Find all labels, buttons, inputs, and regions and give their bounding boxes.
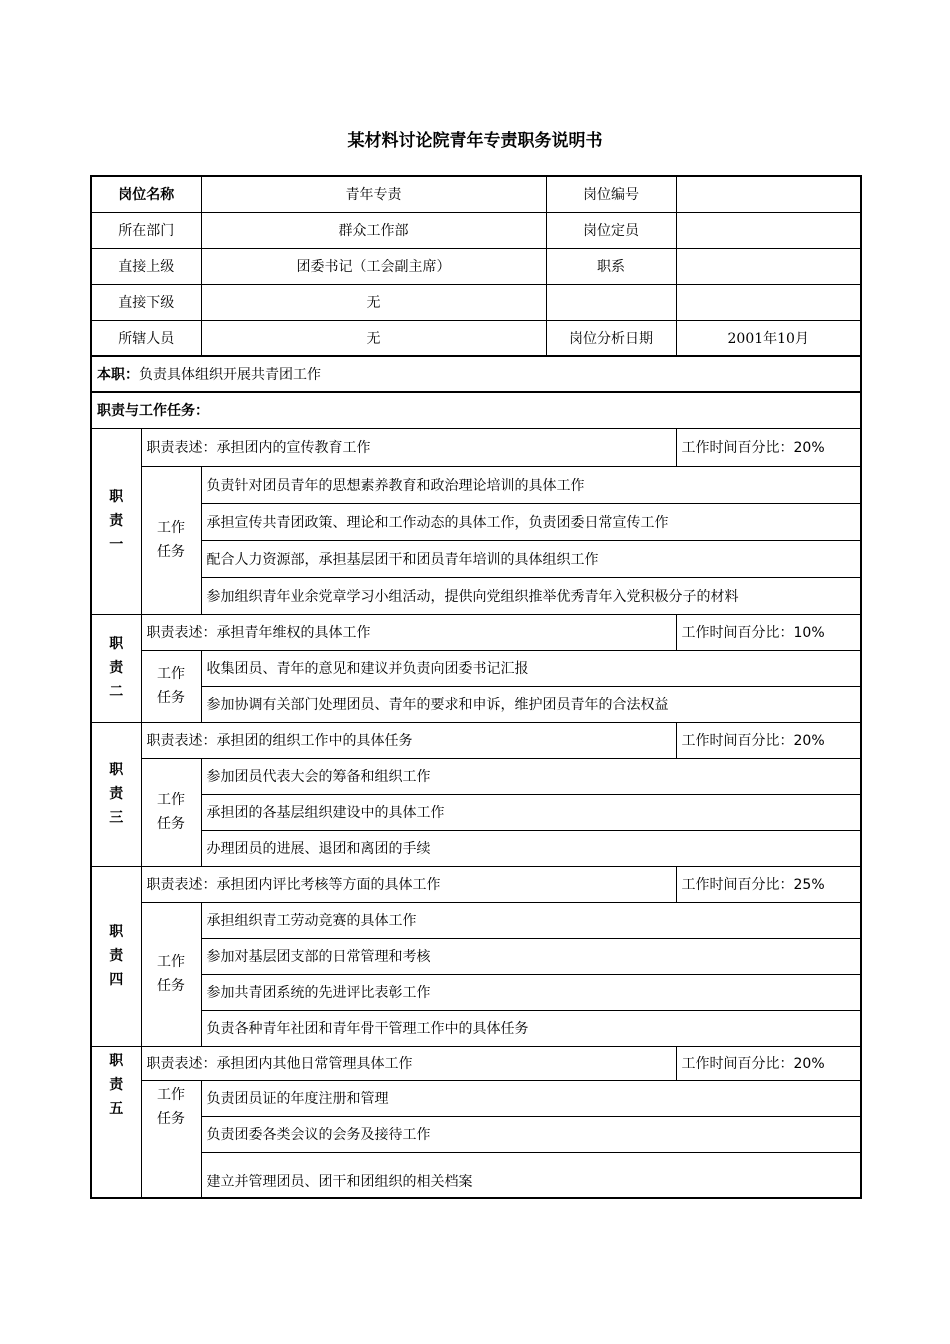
main-duty-row [91, 356, 861, 392]
task-row [91, 503, 861, 540]
info-label: 所辖人员 [91, 320, 201, 356]
info-row [91, 212, 861, 248]
duty-desc: 职责表述：承担团内的宣传教育工作 [141, 428, 676, 466]
duty-desc-row [91, 428, 861, 466]
task-row [91, 902, 861, 938]
info-label: 岗位编号 [546, 176, 676, 212]
task-item: 配合人力资源部，承担基层团干和团员青年培训的具体组织工作 [201, 540, 861, 577]
info-value: 团委书记（工会副主席） [201, 248, 546, 284]
task-item: 负责针对团员青年的思想素养教育和政治理论培训的具体工作 [201, 466, 861, 503]
info-row [91, 176, 861, 212]
info-row [91, 248, 861, 284]
duty-name: 职 责 三 [91, 722, 141, 866]
info-label: 所在部门 [91, 212, 201, 248]
duty-desc: 职责表述：承担团内其他日常管理具体工作 [141, 1046, 676, 1080]
task-row [91, 1010, 861, 1046]
info-label [546, 284, 676, 320]
task-item: 参加共青团系统的先进评比表彰工作 [201, 974, 861, 1010]
task-item: 负责团委各类会议的会务及接待工作 [201, 1116, 861, 1152]
duty-desc: 职责表述：承担团内评比考核等方面的具体工作 [141, 866, 676, 902]
duty-pct: 工作时间百分比：20% [676, 722, 861, 758]
task-row [91, 758, 861, 794]
task-row [91, 1080, 861, 1116]
main-duty-label: 本职： [97, 367, 139, 383]
info-value [676, 284, 861, 320]
task-item: 参加组织青年业余党章学习小组活动，提供向党组织推举优秀青年入党积极分子的材料 [201, 577, 861, 614]
info-label: 岗位定员 [546, 212, 676, 248]
task-item: 收集团员、青年的意见和建议并负责向团委书记汇报 [201, 650, 861, 686]
task-item: 承担团的各基层组织建设中的具体工作 [201, 794, 861, 830]
task-row [91, 466, 861, 503]
info-label: 职系 [546, 248, 676, 284]
duty-name: 职 责 一 [91, 428, 141, 614]
duty-pct: 工作时间百分比：25% [676, 866, 861, 902]
duty-name: 职 责 二 [91, 614, 141, 722]
task-item: 负责各种青年社团和青年骨干管理工作中的具体任务 [201, 1010, 861, 1046]
duty-desc-row [91, 722, 861, 758]
task-row [91, 974, 861, 1010]
task-label: 工作 任务 [141, 466, 201, 614]
duty-pct: 工作时间百分比：20% [676, 428, 861, 466]
duty-desc: 职责表述：承担青年维权的具体工作 [141, 614, 676, 650]
task-row [91, 650, 861, 686]
info-label: 直接下级 [91, 284, 201, 320]
task-label: 工作 任务 [141, 758, 201, 866]
info-value [676, 176, 861, 212]
duty-desc-row [91, 1046, 861, 1080]
task-row [91, 830, 861, 866]
info-value: 青年专责 [201, 176, 546, 212]
duty-pct: 工作时间百分比：10% [676, 614, 861, 650]
task-item: 参加团员代表大会的筹备和组织工作 [201, 758, 861, 794]
task-item: 参加协调有关部门处理团员、青年的要求和申诉，维护团员青年的合法权益 [201, 686, 861, 722]
page-title: 某材料讨论院青年专责职务说明书 [347, 131, 603, 151]
duties-header: 职责与工作任务： [91, 392, 861, 428]
info-row [91, 320, 861, 356]
task-row [91, 794, 861, 830]
task-item: 办理团员的进展、退团和离团的手续 [201, 830, 861, 866]
info-label: 岗位分析日期 [546, 320, 676, 356]
info-value: 无 [201, 320, 546, 356]
analysis-date: 2001年10月 [676, 320, 861, 356]
main-duty-text: 负责具体组织开展共青团工作 [139, 367, 321, 383]
task-item: 建立并管理团员、团干和团组织的相关档案 [201, 1152, 861, 1198]
job-description-table [90, 175, 862, 1199]
task-item: 承担组织青工劳动竞赛的具体工作 [201, 902, 861, 938]
task-label: 工作 任务 [141, 1080, 201, 1198]
task-row [91, 540, 861, 577]
task-item: 参加对基层团支部的日常管理和考核 [201, 938, 861, 974]
info-value [676, 212, 861, 248]
info-value: 无 [201, 284, 546, 320]
duty-desc-row [91, 614, 861, 650]
duty-desc: 职责表述：承担团的组织工作中的具体任务 [141, 722, 676, 758]
task-row [91, 1116, 861, 1152]
duty-pct: 工作时间百分比：20% [676, 1046, 861, 1080]
duty-desc-row [91, 866, 861, 902]
task-row [91, 1152, 861, 1198]
info-label: 岗位名称 [91, 176, 201, 212]
task-row [91, 938, 861, 974]
info-label: 直接上级 [91, 248, 201, 284]
main-duty [91, 356, 861, 392]
task-label: 工作 任务 [141, 650, 201, 722]
info-row [91, 284, 861, 320]
task-label: 工作 任务 [141, 902, 201, 1046]
info-value [676, 248, 861, 284]
info-value: 群众工作部 [201, 212, 546, 248]
duty-name: 职 责 五 [91, 1046, 141, 1198]
duty-name: 职 责 四 [91, 866, 141, 1046]
duties-header-row [91, 392, 861, 428]
task-row [91, 686, 861, 722]
task-item: 负责团员证的年度注册和管理 [201, 1080, 861, 1116]
task-row [91, 577, 861, 614]
task-item: 承担宣传共青团政策、理论和工作动态的具体工作，负责团委日常宣传工作 [201, 503, 861, 540]
